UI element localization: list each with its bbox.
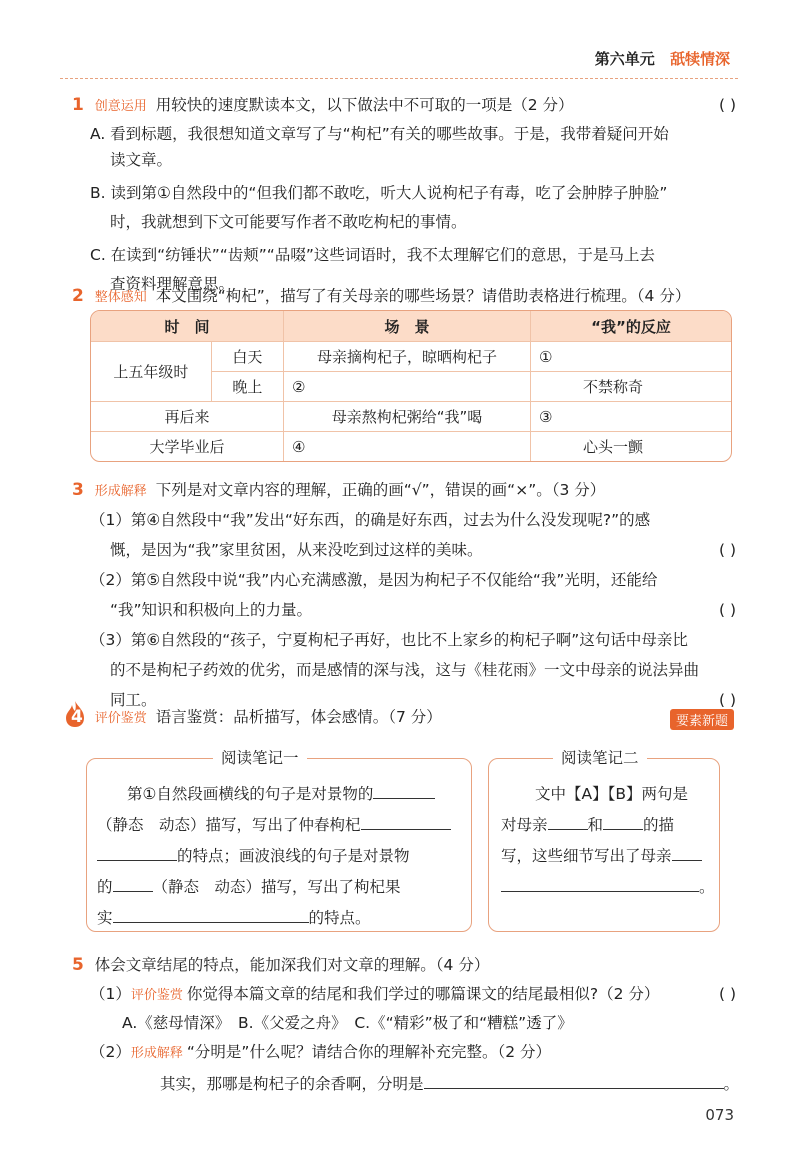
page-number: 073 <box>705 1106 734 1124</box>
answer-paren[interactable]: ( ) <box>718 985 736 1003</box>
reading-note-1 <box>86 749 472 932</box>
unit-label: 第六单元 <box>594 50 655 68</box>
note-text: 的描 <box>643 816 675 834</box>
statement-3-cont: 的不是枸杞子药效的优劣，而是感情的深与浅，这与《桂花雨》一文中母亲的说法异曲 <box>110 661 700 679</box>
question-stem: 下列是对文章内容的理解，正确的画“√”，错误的画“×”。（3 分） <box>155 481 606 499</box>
question-3 <box>72 477 736 713</box>
question-number: 3 <box>72 480 84 500</box>
answer-blank[interactable] <box>113 873 153 892</box>
choice-options: A.《慈母情深》 B.《父爱之舟》 C.《“精彩”极了和“糟糕”透了》 <box>122 1014 573 1032</box>
note-text: 和 <box>587 816 604 834</box>
statement-2: （2）第⑤自然段中说“我”内心充满感激，是因为枸杞子不仅能给“我”光明，还能给 <box>90 571 658 589</box>
note-title: 阅读笔记一 <box>213 747 307 769</box>
fill-in-sentence: 其实，那哪是枸杞子的余香啊，分明是 <box>160 1075 424 1093</box>
answer-blank[interactable] <box>424 1070 724 1089</box>
statement-1-cont: 慨，是因为“我”家里贫困，从来没吃到过这样的美味。 <box>110 541 483 559</box>
table-cell: 再后来 <box>91 402 284 432</box>
note-text: （静态 动态）描写，写出了枸杞果 <box>152 878 401 896</box>
option-a-cont: 读文章。 <box>110 151 173 169</box>
answer-blank[interactable] <box>603 811 643 830</box>
answer-cell[interactable]: ② <box>284 372 531 402</box>
answer-blank[interactable] <box>548 811 588 830</box>
option-c-cont: 查资料理解意思。 <box>110 275 235 293</box>
question-number: 4 <box>71 707 83 727</box>
answer-blank[interactable] <box>672 842 702 861</box>
table-cell: 晚上 <box>212 372 284 402</box>
question-1 <box>72 92 736 297</box>
table-cell: 上五年级时 <box>91 342 212 402</box>
note-text: 的 <box>97 878 113 896</box>
question-number: 2 <box>72 286 84 306</box>
answer-cell[interactable]: ③ <box>531 402 731 432</box>
question-tag: 评价鉴赏 <box>130 988 183 1003</box>
table-header: “我”的反应 <box>531 311 731 342</box>
table-cell: 白天 <box>212 342 284 372</box>
answer-blank[interactable] <box>361 811 451 830</box>
answer-blank[interactable] <box>113 904 309 923</box>
question-stem: 体会文章结尾的特点，能加深我们对文章的理解。（4 分） <box>94 956 490 974</box>
statement-1: （1）第④自然段中“我”发出“好东西，的确是好东西，过去为什么没发现呢?”的感 <box>90 511 651 529</box>
table-cell: 母亲摘枸杞子，晾晒枸杞子 <box>284 342 531 372</box>
option-b: B. 读到第①自然段中的“但我们都不敢吃，听大人说枸杞子有毒，吃了会肿脖子肿脸” <box>90 184 668 202</box>
note-text: 第①自然段画横线的句子是对景物的 <box>127 785 374 803</box>
answer-paren[interactable]: ( ) <box>718 691 736 709</box>
note-text: 写，这些细节写出了母亲 <box>501 847 672 865</box>
option-a: A. 看到标题，我很想知道文章写了与“枸杞”有关的哪些故事。于是，我带着疑问开始 <box>90 125 669 143</box>
option-c: C. 在读到“纺锤状”“齿颊”“品啜”这些词语时，我不太理解它们的意思，于是马上去 <box>90 246 655 264</box>
table-cell: 不禁称奇 <box>531 372 731 402</box>
note-text: 对母亲 <box>501 816 548 834</box>
question-tag: 评价鉴赏 <box>94 711 147 726</box>
note-text: 实 <box>97 909 113 927</box>
new-question-badge: 要素新题 <box>670 709 734 730</box>
sentence-end: 。 <box>723 1075 740 1093</box>
note-title: 阅读笔记二 <box>553 747 647 769</box>
sub-number: （1） <box>90 985 131 1003</box>
question-tag: 形成解释 <box>130 1046 183 1061</box>
table-cell: 母亲熬枸杞粥给“我”喝 <box>284 402 531 432</box>
answer-blank[interactable] <box>373 780 435 799</box>
reading-note-2 <box>488 749 720 932</box>
answer-paren[interactable]: ( ) <box>718 96 736 114</box>
statement-3: （3）第⑥自然段的“孩子，宁夏枸杞子再好，也比不上家乡的枸杞子啊”这句话中母亲比 <box>90 631 688 649</box>
question-2 <box>72 283 736 309</box>
question-number: 1 <box>72 95 84 115</box>
option-b-cont: 时，我就想到下文可能要写作者不敢吃枸杞的事情。 <box>110 213 467 231</box>
question-tag: 形成解释 <box>94 484 147 499</box>
answer-blank[interactable] <box>501 873 699 892</box>
question-stem: 用较快的速度默读本文，以下做法中不可取的一项是（2 分） <box>155 96 574 114</box>
answer-cell[interactable]: ④ <box>284 432 531 461</box>
unit-theme: 舐犊情深 <box>669 50 730 68</box>
header-divider <box>60 78 738 79</box>
statement-2-cont: “我”知识和积极向上的力量。 <box>110 601 313 619</box>
question-5 <box>72 952 740 1096</box>
table-cell: 心头一颤 <box>582 438 643 456</box>
sub-number: （2） <box>90 1043 131 1061</box>
question-tag: 创意运用 <box>94 99 147 114</box>
question-stem: 语言鉴赏：品析描写，体会感情。（7 分） <box>155 708 442 726</box>
question-tag: 整体感知 <box>94 290 147 305</box>
table-header: 时 间 <box>91 311 284 342</box>
answer-cell[interactable]: ① <box>531 342 731 372</box>
note-text: （静态 动态）描写，写出了仲春枸杞 <box>97 816 361 834</box>
note-text: 的特点；画波浪线的句子是对景物 <box>177 847 410 865</box>
table-header: 场 景 <box>284 311 531 342</box>
note-text: 。 <box>699 878 715 896</box>
answer-blank[interactable] <box>97 842 177 861</box>
answer-paren[interactable]: ( ) <box>718 601 736 619</box>
page-header <box>595 48 730 69</box>
question-stem: 本文围绕“枸杞”，描写了有关母亲的哪些场景？请借助表格进行梳理。（4 分） <box>155 287 691 305</box>
statement-3-end: 同工。 <box>110 691 157 709</box>
question-4 <box>72 704 736 730</box>
table-cell: 大学毕业后 <box>91 432 284 461</box>
note-text: 文中【A】【B】两句是 <box>535 785 688 803</box>
question-number: 5 <box>72 955 84 975</box>
note-text: 的特点。 <box>308 909 371 927</box>
sub-question: “分明是”什么呢？请结合你的理解补充完整。（2 分） <box>186 1043 551 1061</box>
sub-question: 你觉得本篇文章的结尾和我们学过的哪篇课文的结尾最相似?（2 分） <box>186 985 660 1003</box>
scene-table <box>90 310 732 462</box>
answer-paren[interactable]: ( ) <box>718 541 736 559</box>
